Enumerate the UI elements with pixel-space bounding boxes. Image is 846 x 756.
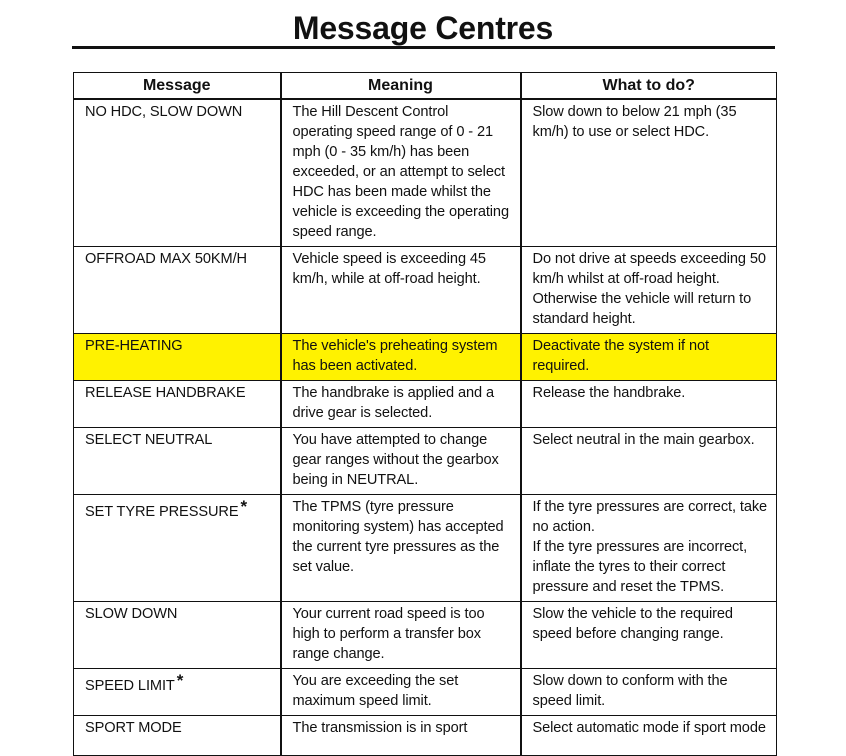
- message-cell: [74, 495, 281, 602]
- action-cell: [521, 495, 777, 602]
- message-cell: [74, 381, 281, 428]
- table-row: [74, 716, 777, 756]
- message-code: OFFROAD MAX 50KM/H: [85, 251, 247, 267]
- meaning-cell: The Hill Descent Control operating speed range of 0 - 21 mph (0 - 35 km/h) has been exceeded, or an attempt to select HDC has been made whilst the vehicle is exceeding the operating speed range.: [281, 99, 521, 247]
- table-row: [74, 669, 777, 716]
- table-row: [74, 495, 777, 602]
- message-table: [73, 72, 777, 756]
- action-cell: Deactivate the system if not required.: [521, 334, 777, 381]
- message-code: PRE-HEATING: [85, 338, 183, 354]
- message-cell: [74, 99, 281, 247]
- action-cell: Do not drive at speeds exceeding 50 km/h whilst at off-road height. Otherwise the vehicle will return to standard height.: [521, 247, 777, 334]
- meaning-cell: The handbrake is applied and a drive gear is selected.: [281, 381, 521, 428]
- table-row: [74, 602, 777, 669]
- message-cell: [74, 669, 281, 716]
- action-cell: Slow down to conform with the speed limit.: [521, 669, 777, 716]
- meaning-cell: The TPMS (tyre pressure monitoring system) has accepted the current tyre pressures as the set value.: [281, 495, 521, 602]
- message-code: SPEED LIMIT: [85, 678, 175, 694]
- message-code: RELEASE HANDBRAKE: [85, 385, 246, 401]
- message-code: NO HDC, SLOW DOWN: [85, 104, 243, 120]
- message-code: SLOW DOWN: [85, 606, 178, 622]
- meaning-cell: The transmission is in sport: [281, 716, 521, 756]
- meaning-cell: You are exceeding the set maximum speed limit.: [281, 669, 521, 716]
- column-header-action: What to do?: [521, 73, 777, 100]
- table-row: [74, 381, 777, 428]
- message-cell: [74, 247, 281, 334]
- meaning-cell: Vehicle speed is exceeding 45 km/h, while at off-road height.: [281, 247, 521, 334]
- message-code: SET TYRE PRESSURE: [85, 504, 239, 520]
- meaning-cell: The vehicle's preheating system has been activated.: [281, 334, 521, 381]
- message-cell: [74, 716, 281, 756]
- table-row-highlighted: [74, 334, 777, 381]
- title-rule: [72, 46, 775, 49]
- message-code: SPORT MODE: [85, 720, 182, 736]
- column-header-meaning: Meaning: [281, 73, 521, 100]
- message-cell: [74, 428, 281, 495]
- action-cell: Release the handbrake.: [521, 381, 777, 428]
- action-cell: Select automatic mode if sport mode: [521, 716, 777, 756]
- message-cell: [74, 334, 281, 381]
- action-cell: Select neutral in the main gearbox.: [521, 428, 777, 495]
- meaning-cell: Your current road speed is too high to perform a transfer box range change.: [281, 602, 521, 669]
- page-title: Message Centres: [292, 10, 554, 46]
- table-row: [74, 99, 777, 247]
- meaning-cell: You have attempted to change gear ranges without the gearbox being in NEUTRAL.: [281, 428, 521, 495]
- table-row: [74, 247, 777, 334]
- footnote-star: *: [176, 671, 184, 690]
- table-row: [74, 428, 777, 495]
- action-cell: Slow down to below 21 mph (35 km/h) to use or select HDC.: [521, 99, 777, 247]
- action-cell: Slow the vehicle to the required speed before changing range.: [521, 602, 777, 669]
- footnote-star: *: [240, 497, 248, 516]
- action-text: If the tyre pressures are correct, take no action. If the tyre pressures are incorrect, inflate the tyres to their correct pressure and reset the TPMS.: [532, 499, 768, 595]
- column-header-message: Message: [74, 73, 281, 100]
- table-header-row: [74, 73, 777, 100]
- message-code: SELECT NEUTRAL: [85, 432, 213, 448]
- message-cell: [74, 602, 281, 669]
